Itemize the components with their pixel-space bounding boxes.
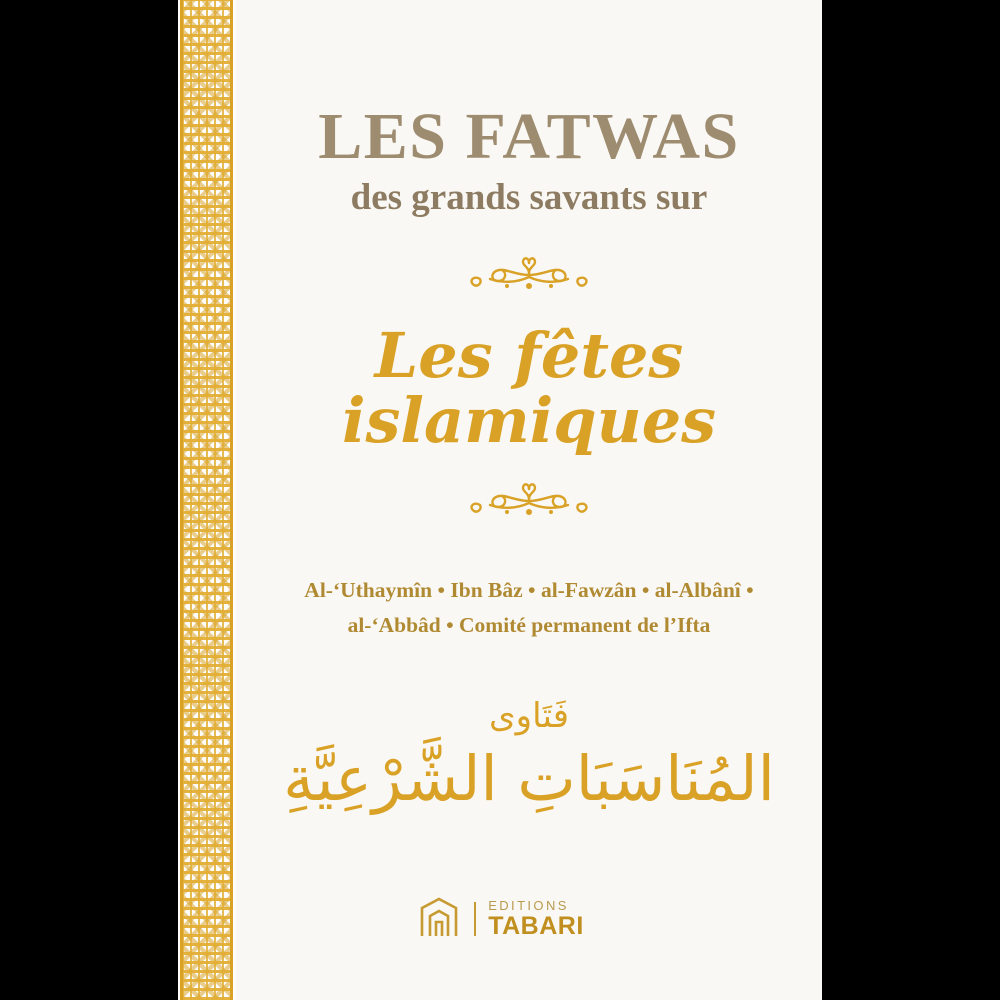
floral-ornament-icon-bottom: [236, 479, 822, 531]
publisher-editions-label: EDITIONS: [488, 898, 569, 913]
spine-decoration: [178, 0, 236, 1000]
publisher-name: TABARI: [488, 912, 584, 940]
title-subtitle: des grands savants sur: [350, 177, 708, 218]
floral-ornament-icon-top: [236, 253, 822, 305]
arabesque-border-pattern: [182, 0, 232, 1000]
cover-content: [236, 0, 822, 1000]
title-highlight-line1: Les fêtes: [374, 318, 684, 392]
authors-list: [236, 531, 822, 644]
arabic-title: [236, 644, 822, 820]
tabari-logo-icon: [416, 896, 462, 942]
authors-line-2: al-‘Abbâd • Comité permanent de l’Ifta: [347, 613, 711, 638]
arabic-title-line-small: فَتَاوى: [489, 695, 569, 736]
book-cover: [178, 0, 822, 1000]
letterbox-right: [822, 0, 1000, 1000]
publisher-logo-block: [178, 896, 822, 942]
spine-edge-line-left: [180, 0, 183, 1000]
arabic-title-line-big: المُنَاسَبَاتِ الشَّرْعِيَّةِ: [283, 741, 775, 815]
title-highlight-line2: islamiques: [341, 383, 717, 457]
spine-edge-line-right: [230, 0, 233, 1000]
title-main: LES FATWAS: [318, 100, 740, 173]
logo-divider: [474, 902, 476, 936]
authors-line-1: Al-‘Uthaymîn • Ibn Bâz • al-Fawzân • al-Albânî •: [304, 577, 754, 602]
title-highlight: [236, 305, 822, 457]
letterbox-left: [0, 0, 178, 1000]
publisher-names: [488, 899, 584, 939]
